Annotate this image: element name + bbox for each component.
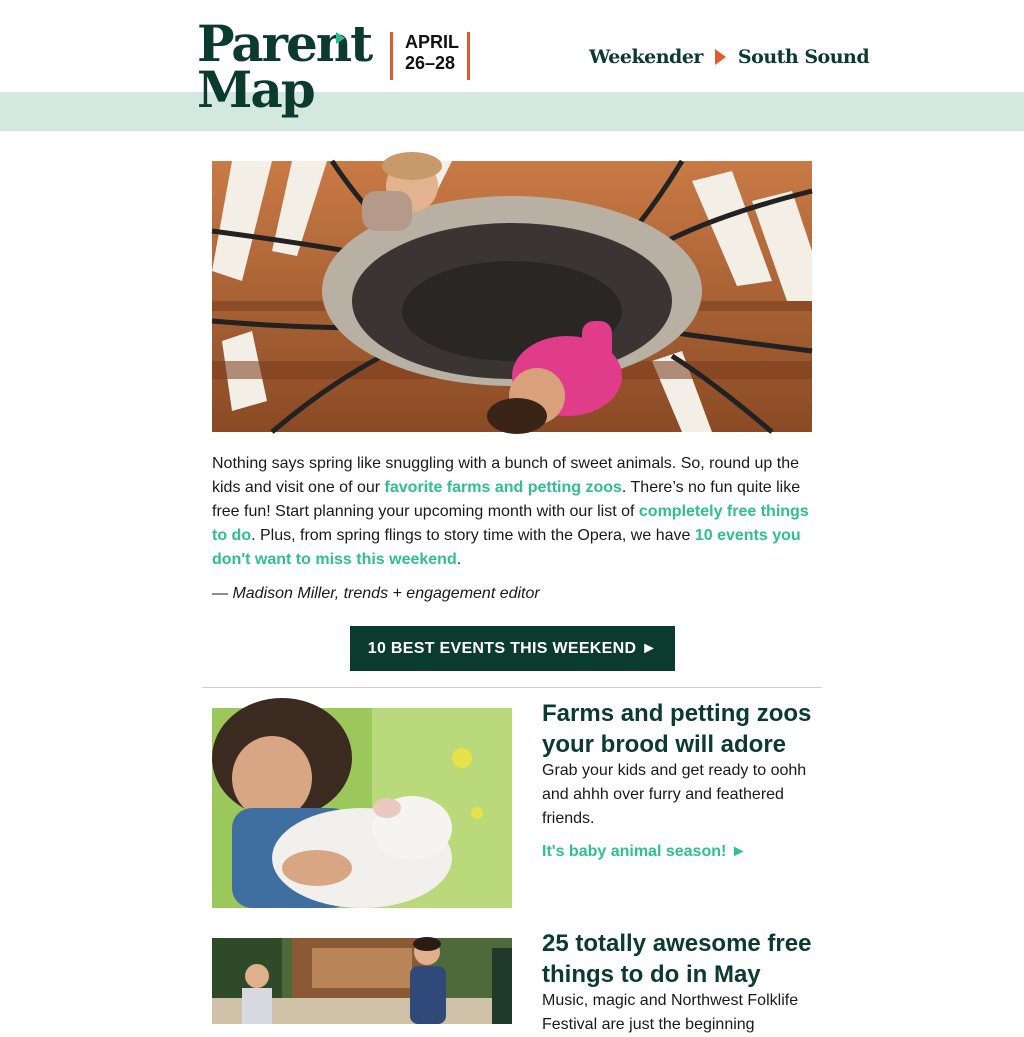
intro-text-4: .: [456, 551, 462, 568]
intro-paragraph: [212, 452, 812, 572]
issue-days: 26–28: [405, 53, 456, 73]
email-header: [0, 0, 1024, 131]
parentmap-logo[interactable]: [197, 14, 372, 120]
nav-south-sound[interactable]: South Sound: [737, 46, 870, 68]
link-farms-petting-zoos[interactable]: favorite farms and petting zoos: [384, 479, 622, 496]
card-image-farms[interactable]: [212, 708, 512, 908]
hero-image[interactable]: [212, 161, 812, 432]
card-title-farms[interactable]: Farms and petting zoos your brood will adore: [542, 700, 812, 758]
editor-byline: — Madison Miller, trends + engagement editor: [212, 585, 540, 602]
intro-text-1: Nothing says spring like snuggling with a bunch of sweet animals. So, round up the kids and visit one of our: [212, 455, 800, 496]
girl-with-lamb-photo: [212, 708, 512, 908]
section-divider: [202, 687, 822, 688]
playground-photo: [212, 161, 812, 432]
best-events-button[interactable]: 10 BEST EVENTS THIS WEEKEND ►: [350, 626, 675, 671]
logo-word-parent: Parent: [197, 14, 372, 73]
issue-month: APRIL: [405, 32, 459, 52]
arrow-right-icon: [715, 49, 726, 65]
link-free-things[interactable]: completely free things to do: [212, 503, 809, 544]
edition-breadcrumb: [589, 44, 869, 70]
card-link-farms[interactable]: It's baby animal season! ►: [542, 843, 747, 860]
card-image-free-things[interactable]: [212, 938, 512, 1024]
card-text-farms: Grab your kids and get ready to oohh and ahhh over furry and feathered friends.: [542, 762, 807, 827]
header-band: [0, 92, 1024, 131]
card-text-free-things: Music, magic and Northwest Folklife Festival are just the beginning: [542, 992, 799, 1033]
link-10-events[interactable]: 10 events you don't want to miss this weekend: [212, 527, 801, 568]
intro-text-3: . Plus, from spring flings to story time with the Opera, we have: [251, 527, 695, 544]
logo-play-icon: [336, 32, 345, 44]
issue-date: [390, 32, 470, 80]
card-title-free-things[interactable]: 25 totally awesome free things to do in May: [542, 930, 812, 988]
nav-weekender[interactable]: Weekender: [589, 46, 703, 68]
logo-word-map: Map: [197, 60, 314, 119]
intro-text-2: . There’s no fun quite like free fun! Start planning your upcoming month with our list of: [212, 479, 801, 520]
festival-kids-photo: [212, 938, 512, 1024]
